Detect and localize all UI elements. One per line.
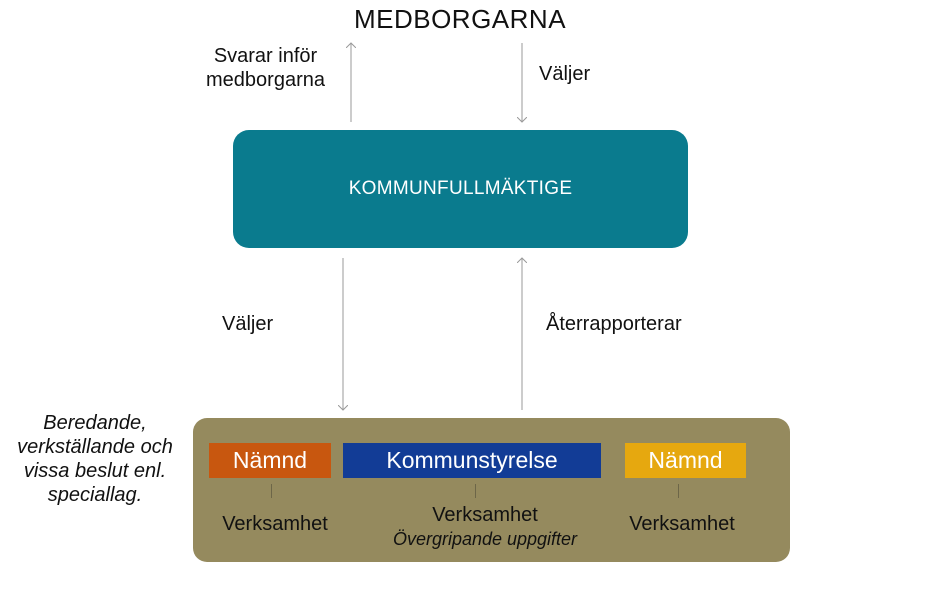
label-reports-back: Återrapporterar	[546, 313, 682, 335]
council-box	[233, 130, 688, 248]
side-note-line1: Beredande,	[43, 412, 147, 434]
side-note-line2: verkställande och	[17, 436, 173, 458]
committee-tag-left: Nämnd	[209, 443, 331, 478]
tick-right	[678, 484, 679, 498]
side-note	[6, 411, 184, 507]
side-note-line4: speciallag.	[47, 484, 143, 506]
label-answers-line2: medborgarna	[206, 69, 325, 91]
label-council-elects: Väljer	[222, 313, 274, 335]
committee-tag-right: Nämnd	[625, 443, 746, 478]
activity-middle-label: Verksamhet	[432, 504, 538, 526]
activity-middle-sub: Övergripande uppgifter	[392, 529, 578, 549]
council-label: KOMMUNFULLMÄKTIGE	[348, 178, 573, 199]
diagram-title: MEDBORGARNA	[353, 4, 567, 34]
tick-middle	[475, 484, 476, 498]
label-answers-line1: Svarar inför	[213, 45, 318, 67]
tick-left	[271, 484, 272, 498]
executive-board-tag: Kommunstyrelse	[343, 443, 601, 478]
label-citizens-elect: Väljer	[539, 63, 591, 85]
side-note-line3: vissa beslut enl.	[23, 460, 167, 482]
activity-right: Verksamhet	[629, 513, 735, 535]
label-answers-to-citizens	[193, 44, 338, 92]
activity-middle	[370, 503, 600, 551]
activity-left: Verksamhet	[222, 513, 328, 535]
